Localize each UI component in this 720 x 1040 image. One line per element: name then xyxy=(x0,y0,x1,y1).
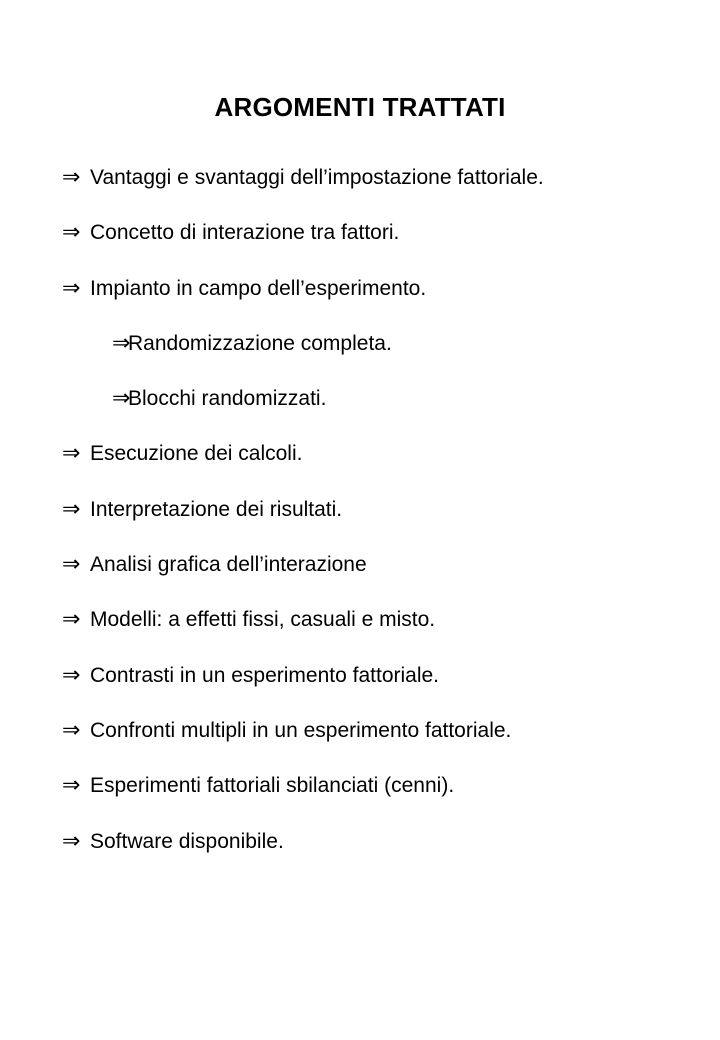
topic-label: Analisi grafica dell’interazione xyxy=(90,553,367,577)
double-arrow-right-icon: ⇒ xyxy=(112,386,131,412)
topic-label: Concetto di interazione tra fattori. xyxy=(90,221,400,245)
double-arrow-right-icon: ⇒ xyxy=(62,607,81,633)
topic-item xyxy=(0,217,720,272)
topic-item xyxy=(0,273,720,328)
double-arrow-right-icon: ⇒ xyxy=(62,773,81,799)
topic-label: Modelli: a effetti fissi, casuali e misto. xyxy=(90,608,436,632)
topic-label: Software disponibile. xyxy=(90,829,284,853)
subtopic-label: Blocchi randomizzati. xyxy=(128,387,327,411)
topic-item xyxy=(0,162,720,217)
double-arrow-right-icon: ⇒ xyxy=(62,496,81,522)
double-arrow-right-icon: ⇒ xyxy=(62,220,81,246)
double-arrow-right-icon: ⇒ xyxy=(62,441,81,467)
topic-item xyxy=(0,604,720,659)
subtopic-item xyxy=(0,328,720,383)
double-arrow-right-icon: ⇒ xyxy=(62,275,81,301)
page-title: ARGOMENTI TRATTATI xyxy=(214,92,506,123)
topic-label: Contrasti in un esperimento fattoriale. xyxy=(90,663,440,687)
subtopic-label: Randomizzazione completa. xyxy=(128,331,392,355)
topic-item xyxy=(0,438,720,493)
double-arrow-right-icon: ⇒ xyxy=(62,828,81,854)
double-arrow-right-icon: ⇒ xyxy=(62,662,81,688)
topic-label: Impianto in campo dell’esperimento. xyxy=(90,276,427,300)
double-arrow-right-icon: ⇒ xyxy=(62,552,81,578)
topic-item xyxy=(0,715,720,770)
topic-label: Confronti multipli in un esperimento fattoriale. xyxy=(90,718,512,742)
double-arrow-right-icon: ⇒ xyxy=(112,330,131,356)
topic-label: Esecuzione dei calcoli. xyxy=(90,442,303,466)
topic-list xyxy=(0,162,720,881)
topic-item xyxy=(0,770,720,825)
topic-item xyxy=(0,549,720,604)
topic-item xyxy=(0,660,720,715)
double-arrow-right-icon: ⇒ xyxy=(62,717,81,743)
topic-label: Esperimenti fattoriali sbilanciati (cenni). xyxy=(90,774,455,798)
topic-label: Vantaggi e svantaggi dell’impostazione fattoriale. xyxy=(90,166,544,189)
topic-item xyxy=(0,494,720,549)
subtopic-item xyxy=(0,383,720,438)
topic-label: Interpretazione dei risultati. xyxy=(90,497,343,521)
double-arrow-right-icon: ⇒ xyxy=(62,165,81,190)
topic-item xyxy=(0,826,720,881)
